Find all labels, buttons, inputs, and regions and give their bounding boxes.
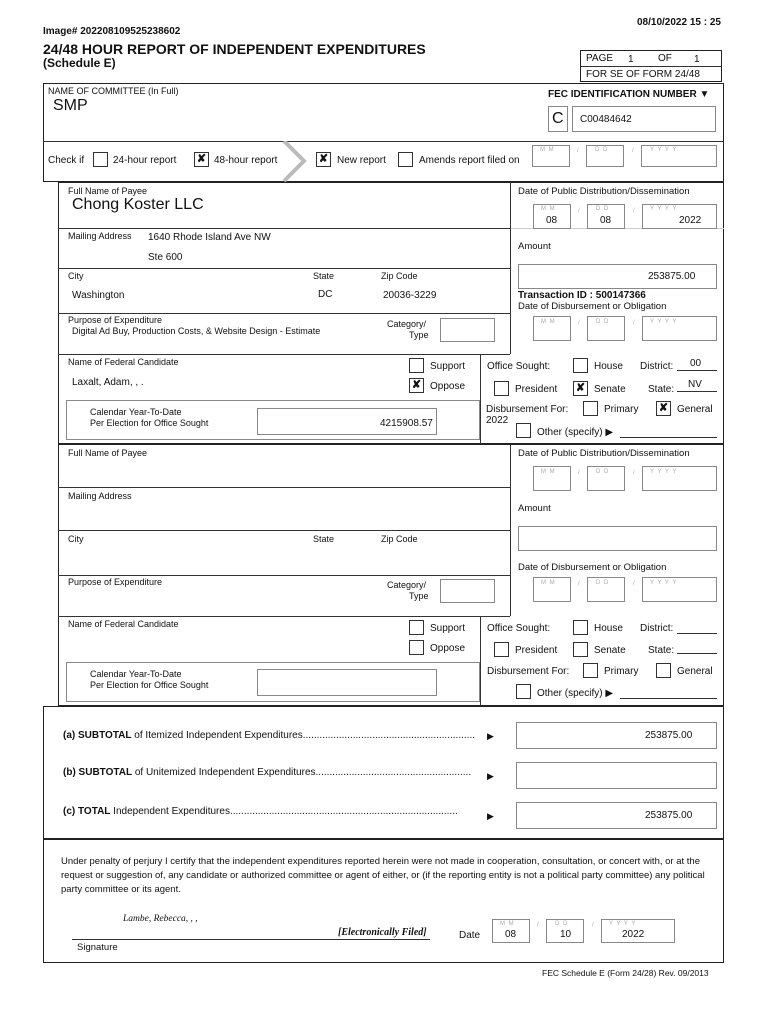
type-label-1: Type	[409, 330, 429, 340]
label-amends: Amends report filed on	[419, 155, 520, 166]
amount-label-2: Amount	[518, 503, 551, 514]
disb-label-1: Disbursement For:	[486, 404, 569, 415]
fec-id-label: FEC IDENTIFICATION NUMBER ▼	[548, 89, 710, 100]
city-label-1: City	[68, 271, 84, 281]
house-label-2: House	[594, 623, 623, 634]
ytd-box-2[interactable]	[257, 669, 437, 696]
cert-date-dd-value: 10	[560, 929, 572, 940]
fec-id-value: C00484642	[580, 114, 632, 125]
checkbox-primary-1[interactable]	[583, 401, 598, 416]
support-label-2: Support	[430, 623, 466, 634]
date-pub-mm-value-1: 08	[546, 215, 558, 226]
type-label-2: Type	[409, 591, 429, 601]
amount-label-1: Amount	[518, 241, 551, 252]
amend-slash2: /	[632, 148, 635, 154]
general-label-1: General	[677, 404, 713, 415]
amend-mm-ph: M M	[540, 147, 555, 153]
support-label-1: Support	[430, 361, 466, 372]
senate-label-2: Senate	[594, 645, 626, 656]
checkbox-house-1[interactable]	[573, 358, 588, 373]
senate-label-1: Senate	[594, 384, 626, 395]
oppose-label-1: Oppose	[430, 381, 466, 392]
label-48-hour: 48-hour report	[214, 155, 278, 166]
cert-slash1: /	[537, 922, 540, 928]
filing-timestamp: 08/10/2022 15 : 25	[637, 17, 721, 28]
transaction-id-1: Transaction ID : 500147366	[518, 290, 646, 301]
date-pub-label-2: Date of Public Distribution/Dissemination	[518, 448, 690, 459]
date-disb-dd-ph-2: D D	[596, 580, 610, 586]
checkbox-amends[interactable]	[398, 152, 413, 167]
cert-yyyy-ph: Y Y Y Y	[609, 921, 637, 927]
check-label: Check if	[48, 155, 85, 166]
state-value-1: DC	[318, 289, 333, 300]
amend-yyyy-ph: Y Y Y Y	[650, 147, 678, 153]
date-disb-dd-ph-1: D D	[596, 319, 610, 325]
cert-dd-ph: D D	[555, 921, 569, 927]
mailing-label-1: Mailing Address	[68, 231, 132, 241]
zip-label-1: Zip Code	[381, 271, 418, 281]
committee-name-label: NAME OF COMMITTEE (In Full)	[48, 86, 179, 96]
house-label-1: House	[594, 361, 623, 372]
page-label: PAGE	[586, 53, 614, 64]
candidate-name-1: Laxalt, Adam, , .	[72, 377, 144, 388]
checkbox-president-1[interactable]	[494, 381, 509, 396]
state2-label-2: State:	[648, 645, 675, 656]
date-pub-yyyy-ph-2: Y Y Y Y	[650, 469, 678, 475]
arrow-a-icon: ▶	[487, 731, 494, 741]
payee-name-1: Chong Koster LLC	[72, 196, 204, 213]
cert-mm-ph: M M	[500, 921, 515, 927]
category-label-1: Category/	[387, 319, 427, 329]
date-disb-label-1: Date of Disbursement or Obligation	[518, 301, 667, 312]
total-c-bold: (c) TOTAL	[63, 806, 111, 817]
city-value-1: Washington	[72, 290, 125, 301]
other-label-2: Other (specify) ▶	[537, 688, 614, 699]
subtotal-a-bold: (a) SUBTOTAL	[63, 730, 132, 741]
general-label-2: General	[677, 666, 713, 677]
checkbox-new-report[interactable]: ✘	[316, 152, 331, 167]
date-disb-slash-1a: /	[578, 320, 581, 326]
date-pub-slash-2b: /	[633, 470, 636, 476]
subtotal-b-rest: of Unitemized Independent Expenditures........................................................	[132, 767, 472, 778]
page-total: 1	[694, 54, 700, 65]
checkbox-oppose-2[interactable]	[409, 640, 424, 655]
purpose-label-2: Purpose of Expenditure	[68, 577, 163, 587]
date-disb-slash-2b: /	[633, 581, 636, 587]
label-new-report: New report	[337, 155, 386, 166]
category-box-2[interactable]	[440, 579, 495, 603]
date-pub-slash-2a: /	[578, 470, 581, 476]
electronically-filed: [Electronically Filed]	[338, 927, 427, 938]
signature-label: Signature	[77, 942, 118, 953]
office-sought-label-1: Office Sought:	[487, 361, 551, 372]
city-label-2: City	[68, 534, 84, 544]
checkbox-other-1[interactable]	[516, 423, 531, 438]
disb-year-1: 2022	[486, 415, 509, 426]
amount-value-1: 253875.00	[648, 271, 696, 282]
state-label-1: State	[313, 271, 335, 281]
category-box-1[interactable]	[440, 318, 495, 342]
committee-name: SMP	[53, 97, 88, 114]
page-number: 1	[628, 54, 634, 65]
checkbox-48-hour[interactable]: ✘	[194, 152, 209, 167]
date-pub-slash-1a: /	[578, 208, 581, 214]
date-disb-slash-2a: /	[578, 581, 581, 587]
district-label-2: District:	[640, 623, 674, 634]
date-pub-mm-ph-2: M M	[541, 469, 556, 475]
form-subtitle: (Schedule E)	[43, 56, 116, 70]
amend-slash1: /	[577, 148, 580, 154]
checkbox-house-2[interactable]	[573, 620, 588, 635]
ytd-label-2b: Per Election for Office Sought	[90, 680, 209, 690]
primary-label-1: Primary	[604, 404, 639, 415]
date-pub-yyyy-value-1: 2022	[679, 215, 702, 226]
checkbox-primary-2[interactable]	[583, 663, 598, 678]
date-pub-dd-ph-2: D D	[596, 469, 610, 475]
date-disb-mm-ph-2: M M	[541, 580, 556, 586]
subtotal-b-label	[63, 767, 471, 778]
certification-text: Under penalty of perjury I certify that the independent expenditures reported herein were not made in cooperation, consultation, or concert with, or at the request or suggestion of, any candidate or authorized committee or agent of either, or (if the reporting entity is not a political party committee) any political party committee or its agent.	[61, 856, 705, 895]
ytd-label-1a: Calendar Year-To-Date	[90, 407, 182, 417]
checkbox-senate-2[interactable]	[573, 642, 588, 657]
date-pub-yyyy-ph-1: Y Y Y Y	[650, 206, 678, 212]
form-footer: FEC Schedule E (Form 24/28) Rev. 09/2013	[542, 968, 709, 978]
state2-value-1: NV	[688, 379, 702, 390]
cert-date-mm-value: 08	[505, 929, 517, 940]
checkbox-24-hour[interactable]	[93, 152, 108, 167]
other-label-1: Other (specify) ▶	[537, 427, 614, 438]
checkbox-oppose-1[interactable]: ✘	[409, 378, 424, 393]
purpose-label-1: Purpose of Expenditure	[68, 315, 163, 325]
checkbox-general-2[interactable]	[656, 663, 671, 678]
checkbox-other-2[interactable]	[516, 684, 531, 699]
address-line2: Ste 600	[148, 252, 183, 263]
district-value-1: 00	[690, 358, 702, 369]
checkbox-support-2[interactable]	[409, 620, 424, 635]
disb-label-2: Disbursement For:	[487, 666, 570, 677]
amount-box-2[interactable]	[518, 526, 717, 551]
checkbox-support-1[interactable]	[409, 358, 424, 373]
arrow-b-icon: ▶	[487, 771, 494, 781]
fec-prefix: C	[552, 110, 564, 127]
date-disb-slash-1b: /	[633, 320, 636, 326]
subtotal-a-value: 253875.00	[645, 730, 693, 741]
ytd-value-1: 4215908.57	[380, 418, 433, 429]
label-24-hour: 24-hour report	[113, 155, 177, 166]
date-disb-mm-ph-1: M M	[541, 319, 556, 325]
date-pub-dd-value-1: 08	[600, 215, 612, 226]
purpose-value-1: Digital Ad Buy, Production Costs, & Website Design - Estimate	[72, 326, 321, 336]
subtotal-b-bold: (b) SUBTOTAL	[63, 767, 133, 778]
category-label-2: Category/	[387, 580, 427, 590]
president-label-2: President	[515, 645, 558, 656]
ytd-label-1b: Per Election for Office Sought	[90, 418, 209, 428]
subtotal-a-rest: of Itemized Independent Expenditures..............................................................	[131, 730, 475, 741]
date-disb-yyyy-ph-1: Y Y Y Y	[650, 319, 678, 325]
candidate-label-2: Name of Federal Candidate	[68, 619, 179, 629]
cert-date-label: Date	[459, 930, 481, 941]
date-pub-label-1: Date of Public Distribution/Dissemination	[518, 186, 690, 197]
chevron-divider	[282, 141, 308, 182]
oppose-label-2: Oppose	[430, 643, 466, 654]
cert-slash2: /	[592, 922, 595, 928]
amend-dd-ph: D D	[595, 147, 609, 153]
state2-label-1: State:	[648, 384, 675, 395]
candidate-label-1: Name of Federal Candidate	[68, 357, 179, 367]
payee-label-2: Full Name of Payee	[68, 448, 148, 458]
form-use-label: FOR SE OF FORM 24/48	[586, 69, 700, 80]
subtotal-b-box[interactable]	[516, 762, 717, 789]
district-label-1: District:	[640, 361, 674, 372]
state-label-2: State	[313, 534, 335, 544]
arrow-c-icon: ▶	[487, 811, 494, 821]
date-pub-dd-ph-1: D D	[596, 206, 610, 212]
signer-name: Lambe, Rebecca, , ,	[123, 914, 198, 924]
total-c-label	[63, 806, 458, 817]
office-sought-label-2: Office Sought:	[487, 623, 551, 634]
zip-value-1: 20036-3229	[383, 290, 437, 301]
total-c-value: 253875.00	[645, 810, 693, 821]
checkbox-president-2[interactable]	[494, 642, 509, 657]
date-pub-slash-1b: /	[633, 208, 636, 214]
date-disb-label-2: Date of Disbursement or Obligation	[518, 562, 667, 573]
form-title: 24/48 HOUR REPORT OF INDEPENDENT EXPENDITURES	[43, 41, 426, 57]
date-pub-mm-ph-1: M M	[541, 206, 556, 212]
subtotal-a-label	[63, 730, 475, 741]
ytd-label-2a: Calendar Year-To-Date	[90, 669, 182, 679]
checkbox-general-1[interactable]: ✘	[656, 401, 671, 416]
image-number: Image# 202208109525238602	[43, 26, 181, 37]
president-label-1: President	[515, 384, 558, 395]
total-c-rest: Independent Expenditures..................................................................................	[110, 806, 458, 817]
address-line1: 1640 Rhode Island Ave NW	[148, 232, 271, 243]
payee-label-1: Full Name of Payee	[68, 186, 148, 196]
cert-date-yyyy-value: 2022	[622, 929, 645, 940]
date-disb-yyyy-ph-2: Y Y Y Y	[650, 580, 678, 586]
of-label: OF	[658, 53, 672, 64]
primary-label-2: Primary	[604, 666, 639, 677]
checkbox-senate-1[interactable]: ✘	[573, 381, 588, 396]
zip-label-2: Zip Code	[381, 534, 418, 544]
mailing-label-2: Mailing Address	[68, 491, 132, 501]
